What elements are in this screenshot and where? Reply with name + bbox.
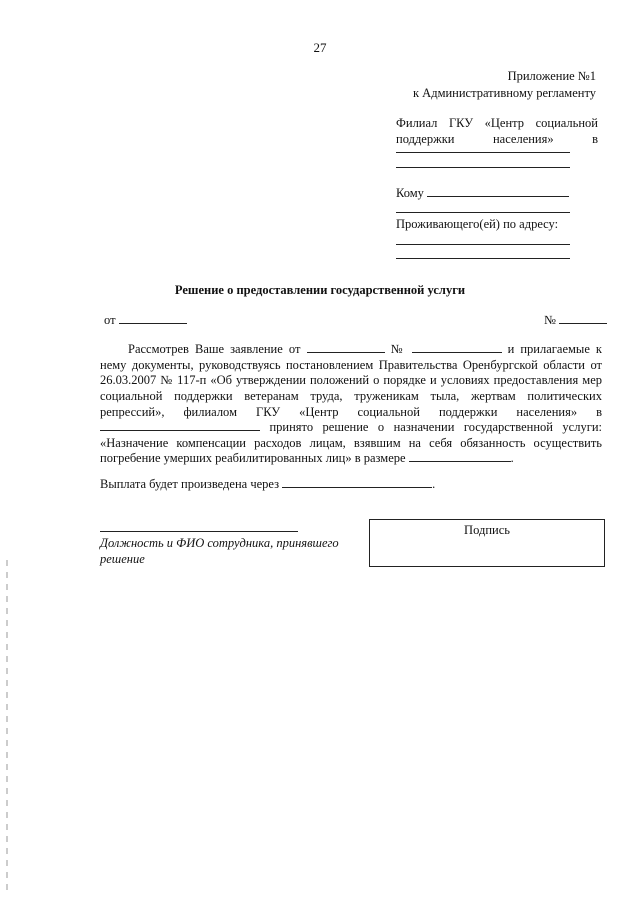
recipient-blank-line[interactable] — [396, 212, 570, 213]
body-line-4: социальной поддержки ветеранам труда, труженикам тыла, жертвам политических — [100, 388, 602, 403]
payout-row: Выплата будет произведена через . — [100, 477, 436, 491]
body-line-2: нему документы, руководствуясь постановлением Правительства Оренбургской области от — [100, 357, 602, 372]
recipient-label: Кому — [396, 186, 424, 201]
signature-box-label: Подпись — [464, 523, 510, 537]
date-field[interactable] — [119, 313, 187, 324]
decision-body — [100, 342, 602, 467]
application-date-field[interactable] — [307, 342, 385, 353]
branch-location-field[interactable] — [100, 420, 260, 431]
recipient-field[interactable] — [427, 186, 569, 197]
date-row — [104, 313, 187, 329]
body-line-7: «Назначение компенсации расходов лицам, взявшим на себя обязанность осуществить — [100, 435, 602, 450]
branch-blank-line-1[interactable] — [396, 152, 570, 153]
body-line-1: Рассмотрев Ваше заявление от № и прилагаемые к — [128, 342, 603, 356]
body-line-6: принято решение о назначении государственной услуги: — [100, 420, 602, 436]
number-row — [544, 313, 607, 329]
document-title: Решение о предоставлении государственной услуги — [174, 283, 466, 297]
payout-field[interactable] — [282, 477, 432, 488]
address-label: Проживающего(ей) по адресу: — [396, 216, 559, 231]
number-field[interactable] — [559, 313, 607, 324]
branch-blank-line-2[interactable] — [396, 167, 570, 168]
signature-box[interactable] — [369, 519, 605, 567]
page-number: 27 — [313, 40, 327, 55]
address-blank-line-2[interactable] — [396, 258, 570, 259]
date-from-label: от — [104, 313, 116, 327]
recipient-row — [396, 186, 598, 202]
body-line-5: репрессий», филиалом ГКУ «Центр социальной поддержки населения» в — [100, 404, 602, 419]
amount-field[interactable] — [409, 451, 511, 462]
official-signature-line[interactable] — [100, 531, 298, 532]
application-number-field[interactable] — [412, 342, 502, 353]
body-line-3: 26.03.2007 № 117-п «Об утверждении положений о порядке и условиях предоставления мер — [100, 373, 602, 388]
official-caption: Должность и ФИО сотрудника, принявшего решение — [100, 536, 339, 567]
appendix-header — [413, 69, 596, 102]
body-line-8: погребение умерших реабилитированных лиц» в размере . — [100, 451, 514, 466]
appendix-line-2: к Административному регламенту — [412, 85, 596, 100]
number-label: № — [544, 313, 556, 327]
scan-edge-mark — [6, 560, 8, 890]
address-blank-line-1[interactable] — [396, 244, 570, 245]
addressee-block — [396, 116, 598, 259]
branch-line-1: Филиал ГКУ «Центр социальной — [396, 116, 598, 130]
payout-label: Выплата будет произведена через — [100, 477, 280, 491]
appendix-line-1: Приложение №1 — [507, 69, 596, 83]
branch-line-2: поддержки населения» в — [396, 131, 598, 146]
